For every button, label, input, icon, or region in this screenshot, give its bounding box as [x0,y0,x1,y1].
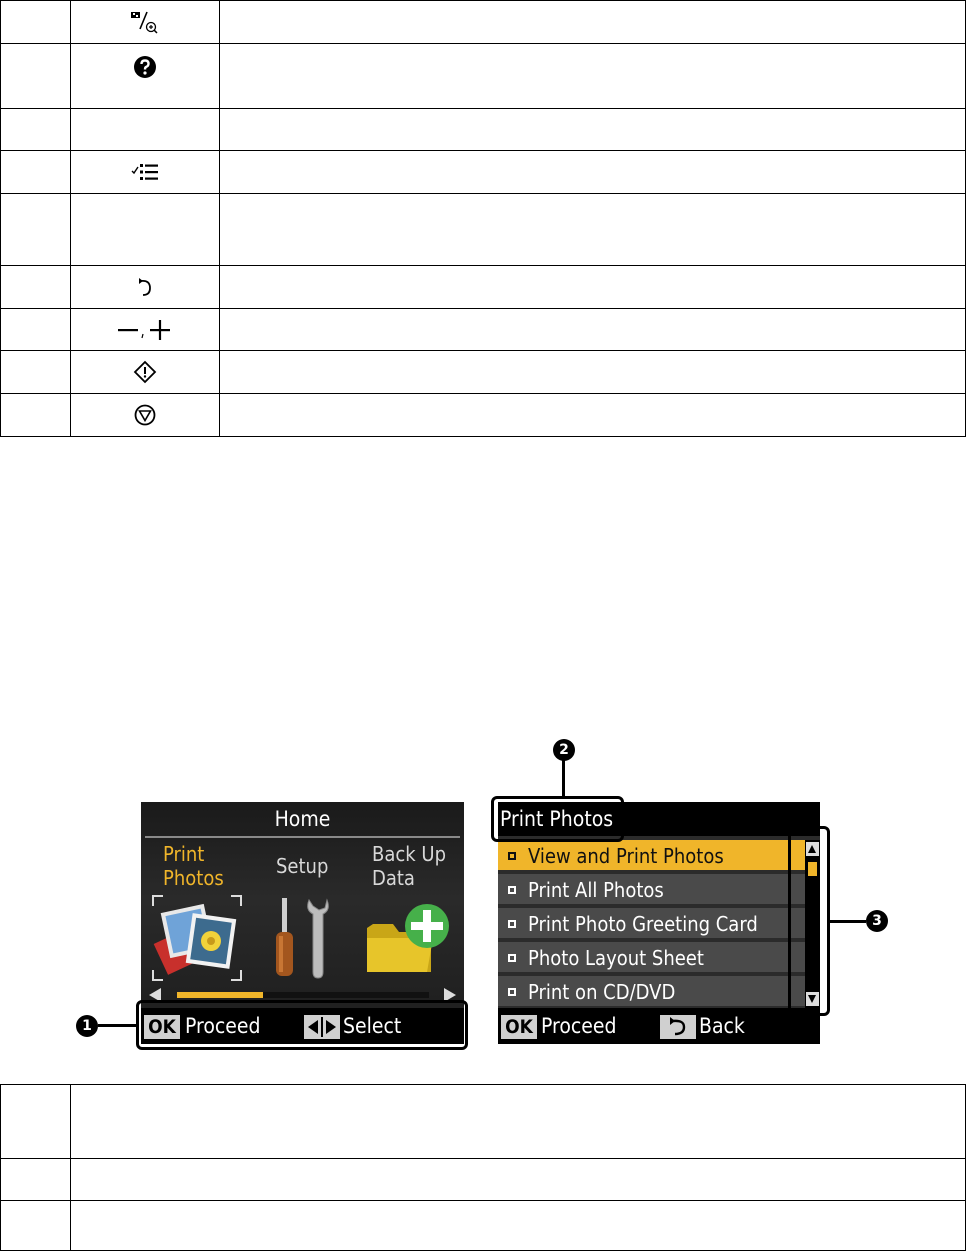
title-divider [145,836,460,838]
menu-item-view-and-print-photos[interactable]: View and Print Photos [498,840,805,872]
table-row [1,44,966,109]
screen-reference-table [0,1084,966,1251]
home-item-print-photos[interactable]: Print Photos [163,842,224,890]
start-button-icon [133,360,157,384]
menu-item-photo-layout-sheet[interactable]: Photo Layout Sheet [498,942,805,974]
menu-item-print-all-photos[interactable]: Print All Photos [498,874,805,906]
ok-key-icon: OK [501,1015,537,1039]
bullet-icon [508,954,516,962]
table-row [1,194,966,266]
backup-folder-icon [363,900,455,978]
lcd-screen-title: Print Photos [498,802,628,836]
bullet-icon [508,886,516,894]
proceed-label: Proceed [541,1014,617,1038]
options-list-icon [130,161,160,183]
table-row [1,109,966,151]
callout-box-scrollbar [788,826,830,1016]
callout-box-footer-guide [136,1000,468,1050]
table-row [1,266,966,309]
menu-item-print-photo-greeting-card[interactable]: Print Photo Greeting Card [498,908,805,940]
proceed-label: Proceed [185,1014,261,1038]
back-arrow-icon [135,276,155,298]
callout-box-screen-title [491,796,624,842]
carousel-progress-fill [177,992,263,998]
photos-icon [151,894,243,982]
home-item-setup[interactable]: Setup [276,854,329,878]
setup-tools-icon [269,894,335,982]
callout-number-3: 3 [866,910,888,932]
table-row [1,394,966,437]
bullet-icon [508,920,516,928]
callout-leader-line [98,1024,137,1027]
menu-item-print-on-cd-dvd[interactable]: Print on CD/DVD [498,976,805,1008]
callout-leader-line [562,760,565,797]
table-row [1,1085,966,1159]
button-reference-table [0,0,966,437]
table-row [1,351,966,394]
stop-button-icon [133,403,157,427]
back-label: Back [699,1014,745,1038]
lcd-footer [498,1008,820,1044]
table-row [1,1159,966,1201]
home-item-back-up-data[interactable]: Back Up Data [372,842,446,890]
lcd-screen-title: Home [274,807,331,831]
table-row [1,1201,966,1251]
bullet-icon [508,852,516,860]
callout-number-2: 2 [553,739,575,761]
help-icon [132,54,158,80]
ok-key-icon: OK [144,1015,180,1039]
carousel-progress-bar [177,992,429,998]
back-key-icon [660,1015,696,1039]
callout-leader-line [829,920,866,923]
display-zoom-icon [128,9,162,35]
table-row [1,309,966,351]
table-row [1,1,966,44]
minus-plus-icon [116,318,174,342]
select-label: Select [343,1014,402,1038]
callout-number-1: 1 [76,1015,98,1037]
bullet-icon [508,988,516,996]
table-row [1,151,966,194]
